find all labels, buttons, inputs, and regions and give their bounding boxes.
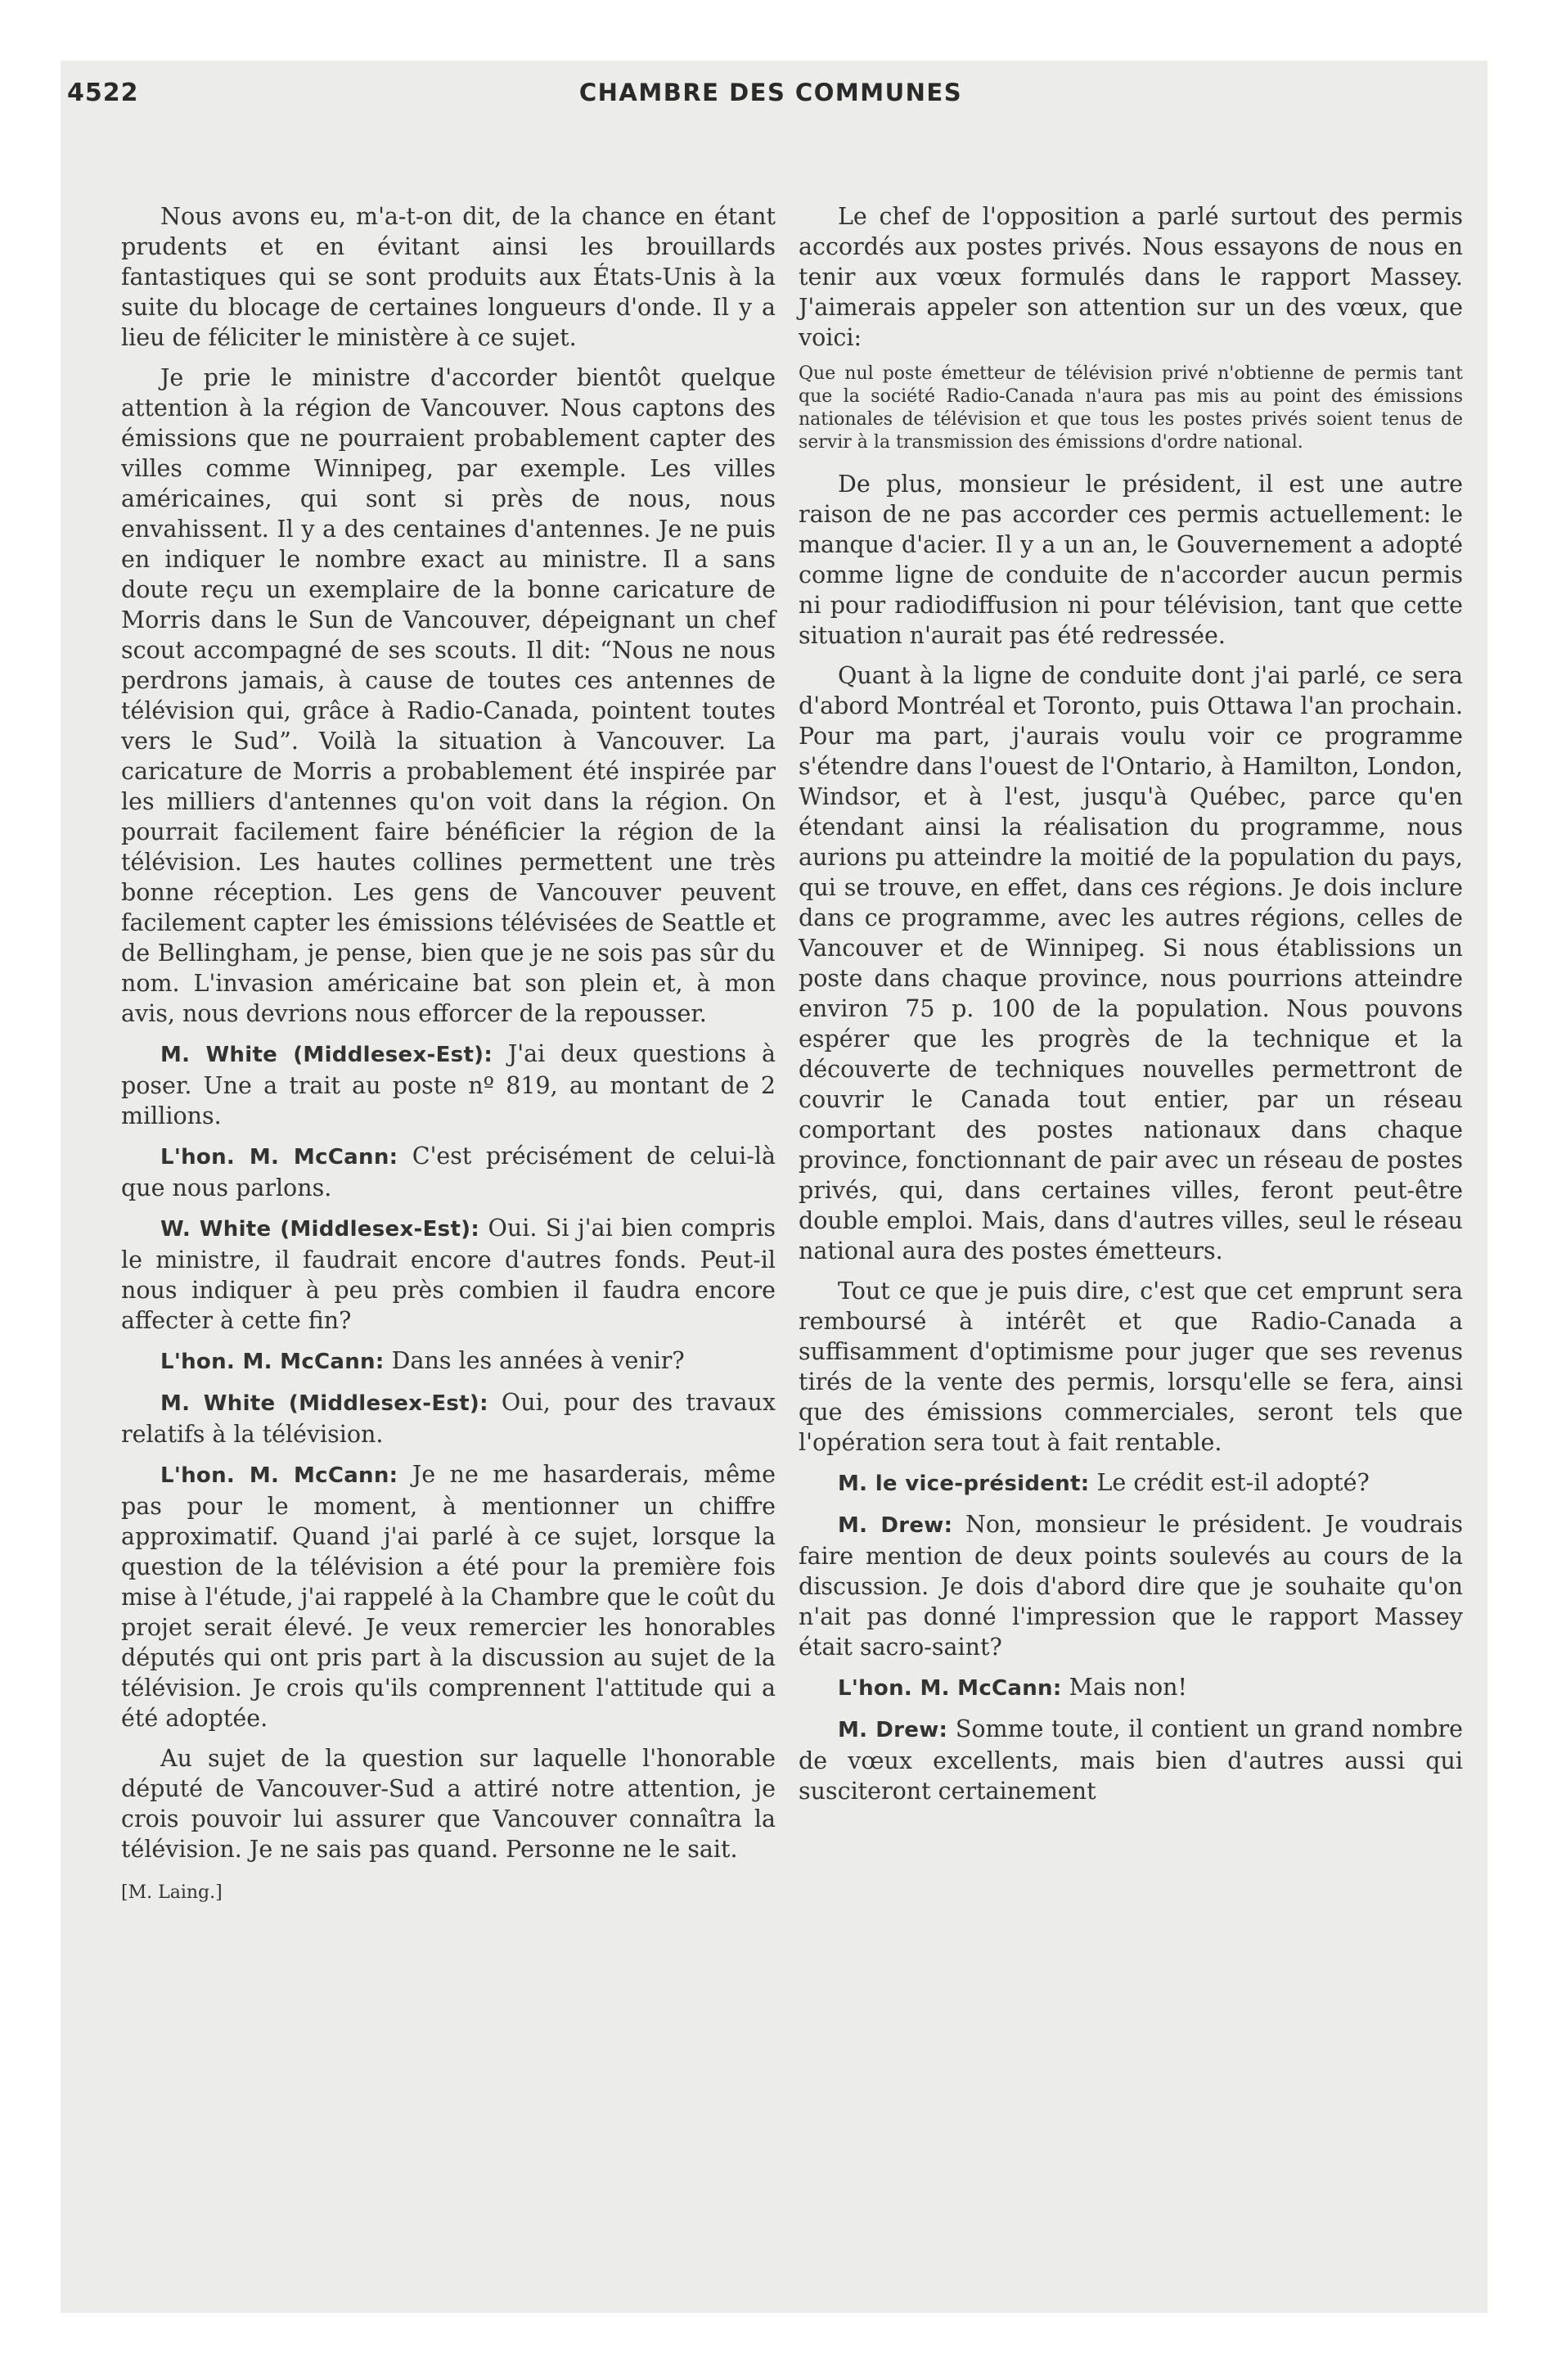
paragraph-text: Je prie le ministre d'accorder bientôt quelque attention à la région de Vancouver. Nous captons des émissions que ne pourraient probablement capter des villes comme Winnipeg, par exemple. Les villes américaines, qui sont si près de nous, nous envahissent. Il y a des centaines d'antennes. Je ne puis en indiquer le nombre exact au ministre. Il a sans doute reçu un exemplaire de la bonne caricature de Morris dans le Sun de Vancouver, dépeignant un chef scout accompagné de ses scouts. Il dit: “Nous ne nous perdrons jamais, à cause de toutes ces antennes de télévision qui, grâce à Radio-Canada, pointent toutes vers le Sud”. Voilà la situation à Vancouver. La caricature de Morris a probablement été inspirée par les milliers d'antennes qu'on voit dans la région. On pourrait facilement faire bénéficier la région de la télévision. Les hautes collines permettent une très bonne réception. Les gens de Vancouver peuvent facilement capter les émissions télévisées de Seattle et de Bellingham, je pense, bien que je ne sois pas sûr du nom. L'invasion américaine bat son plein et, à mon avis, nous devrions nous efforcer de la repousser. [121,364,776,1027]
speaker-name: L'hon. M. McCann: [160,1145,398,1170]
paragraph [121,363,776,1029]
paragraph-text: Dans les années à venir? [384,1347,685,1374]
paragraph-text: Quant à la ligne de conduite dont j'ai parlé, ce sera d'abord Montréal et Toronto, puis Ottawa l'an prochain. Pour ma part, j'aurais voulu voir ce programme s'étendre dans l'ouest de l'Ontario, à Hamilton, London, Windsor, et à l'est, jusqu'à Québec, parce qu'en étendant ainsi la réalisation du programme, nous aurions pu atteindre la moitié de la population du pays, qui se trouve, en effet, dans ces régions. Je dois inclure dans ce programme, avec les autres régions, celles de Vancouver et de Winnipeg. Si nous établissions un poste dans chaque province, nous pourrions atteindre environ 75 p. 100 de la population. Nous pouvons espérer que les progrès de la technique et la découverte de techniques nouvelles permettront de couvrir le Canada tout entier, par un réseau comportant des postes nationaux dans chaque province, fonctionnant de pair avec un réseau de postes privés, qui, dans certaines villes, feront peut-être double emploi. Mais, dans d'autres villes, seul le réseau national aura des postes émetteurs. [799,662,1463,1264]
paragraph-text: Mais non! [1061,1674,1187,1701]
speaker-attribution: [M. Laing.] [121,1882,223,1903]
paragraph-text: Que nul poste émetteur de télévision privé n'obtienne de permis tant que la société Radio-Canada n'aura pas mis au point des émissions nationales de télévision et que tous les postes privés soient tenus de servir à la transmission des émissions d'ordre national. [799,363,1463,453]
paragraph-text: Le chef de l'opposition a parlé surtout des permis accordés aux postes privés. Nous essayons de nous en tenir aux vœux formulés dans le rapport Massey. J'aimerais appeler son attention sur un des vœux, que voici: [799,203,1463,351]
speaker-name: M. White (Middlesex-Est): [160,1391,488,1416]
speaker-name: W. White (Middlesex-Est): [160,1217,480,1242]
paragraph-text: Je ne me hasarderais, même pas pour le moment, à mentionner un chiffre approximatif. Quand j'ai parlé à ce sujet, lorsque la question de la télévision a été pour la première fois mise à l'étude, j'ai rappelé à la Chambre que le coût du projet serait élevé. Je veux remercier les honorables députés qui ont pris part à la discussion au sujet de la télévision. Je crois qu'ils comprennent l'attitude qui a été adoptée. [121,1461,776,1732]
page-header [67,79,1474,128]
speaker-name: M. Drew: [838,1513,953,1538]
paragraph [121,1743,776,1864]
quoted-passage [799,363,1463,454]
paragraph [121,1039,776,1131]
speaker-name: L'hon. M. McCann: [160,1463,398,1488]
paragraph-text: Oui, pour des travaux relatifs à la télévision. [121,1389,776,1448]
page-number: 4522 [67,79,139,107]
paragraph [799,469,1463,651]
paragraph-text: Somme toute, il contient un grand nombre de vœux excellents, mais bien d'autres aussi qui susciteront certainement [799,1715,1463,1805]
running-head: CHAMBRE DES COMMUNES [578,79,963,106]
paragraph [799,201,1463,353]
right-column [799,201,1463,1816]
paragraph [799,1276,1463,1458]
speaker-name: L'hon. M. McCann: [160,1350,385,1374]
left-column [121,201,776,1918]
paragraph-text: De plus, monsieur le président, il est une autre raison de ne pas accorder ces permis actuellement: le manque d'acier. Il y a un an, le Gouvernement a adopté comme ligne de conduite de n'accorder aucun permis ni pour radiodiffusion ni pour télévision, tant que cette situation n'aurait pas été redressée. [799,471,1463,649]
speaker-name: M. Drew: [838,1718,948,1742]
paragraph-text: J'ai deux questions à poser. Une a trait au poste nº 819, au montant de 2 millions. [121,1040,776,1129]
paragraph [799,660,1463,1266]
paragraph-text: Tout ce que je puis dire, c'est que cet emprunt sera remboursé à intérêt et que Radio-Canada a suffisamment d'optimisme pour juger que ses revenus tirés de la vente des permis, lorsqu'elle se fera, ainsi que des émissions commerciales, seront tels que l'opération sera tout à fait rentable. [799,1278,1463,1456]
paragraph [121,1459,776,1733]
paragraph-text: Non, monsieur le président. Je voudrais faire mention de deux points soulevés au cours de la discussion. Je dois d'abord dire que je souhaite qu'on n'ait pas donné l'impression que le rapport Massey était sacro-saint? [799,1511,1463,1661]
paragraph [121,1213,776,1336]
paragraph-text: Le crédit est-il adopté? [1089,1469,1370,1496]
paragraph [121,1387,776,1449]
paragraph [799,1714,1463,1806]
paragraph-text: C'est précisément de celui-là que nous parlons. [121,1143,776,1201]
paragraph-text: Au sujet de la question sur laquelle l'honorable député de Vancouver-Sud a attiré notre attention, je crois pouvoir lui assurer que Vancouver connaîtra la télévision. Je ne sais pas quand. Personne ne le sait. [121,1745,776,1863]
paragraph-text: Oui. Si j'ai bien compris le ministre, il faudrait encore d'autres fonds. Peut-il nous indiquer à peu près combien il faudra encore affecter à cette fin? [121,1215,776,1334]
paragraph-text: Nous avons eu, m'a-t-on dit, de la chance en étant prudents et en évitant ainsi les brouillards fantastiques qui se sont produits aux États-Unis à la suite du blocage de certaines longueurs d'onde. Il y a lieu de féliciter le ministère à ce sujet. [121,203,776,351]
paragraph [121,201,776,353]
paragraph [121,1346,776,1377]
paragraph [799,1467,1463,1499]
speaker-name: L'hon. M. McCann: [838,1676,1062,1701]
speaker-name: M. le vice-président: [838,1472,1090,1496]
speaker-name: M. White (Middlesex-Est): [160,1043,493,1067]
paragraph [799,1672,1463,1704]
paragraph [799,1509,1463,1662]
paragraph [121,1141,776,1203]
